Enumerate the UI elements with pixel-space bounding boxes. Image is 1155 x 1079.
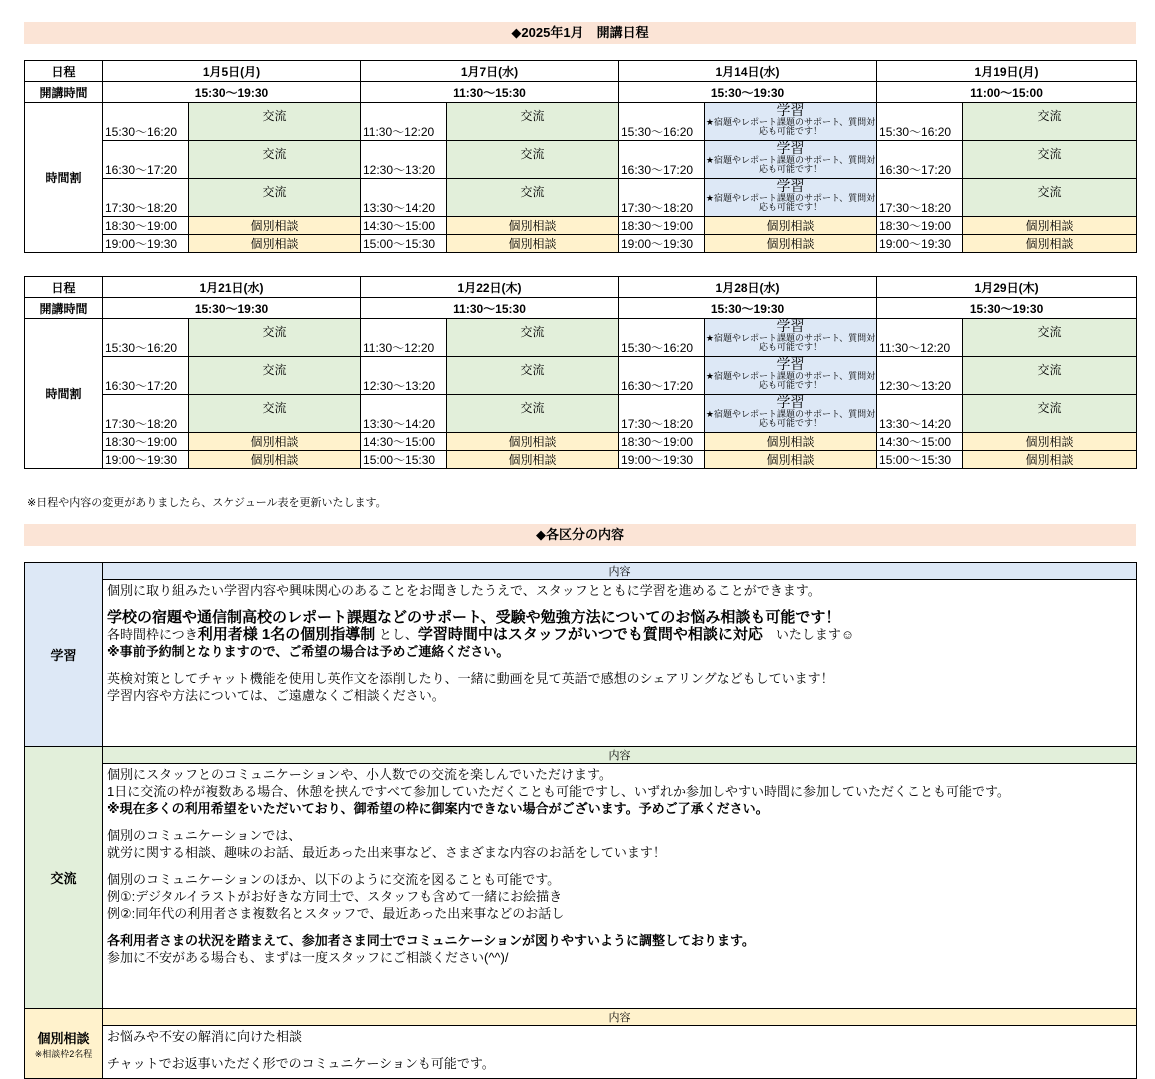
day-date: 1月22日(木) [361, 277, 619, 298]
slot-time: 19:00〜19:30 [619, 451, 705, 469]
slot-kobetsu: 個別相談 [447, 217, 619, 235]
slot-koryu: 交流 [447, 319, 619, 357]
slot-gakushu: 学習 ★宿題やレポート課題のサポート、質問対応も可能です！ [705, 179, 877, 217]
schedule-update-note: ※日程や内容の変更がありましたら、スケジュール表を更新いたします。 [27, 497, 387, 509]
category-label-gakushu: 学習 [25, 563, 103, 747]
slot-time: 17:30〜18:20 [619, 179, 705, 217]
day-date: 1月14日(水) [619, 61, 877, 82]
slot-kobetsu: 個別相談 [963, 451, 1137, 469]
slot-time: 13:30〜14:20 [877, 395, 963, 433]
slot-kobetsu: 個別相談 [963, 217, 1137, 235]
category-content-kobetsu: お悩みや不安の解消に向けた相談 チャットでお返事いただく形でのコミュニケーションも可能です。 [103, 1026, 1137, 1079]
slot-gakushu: 学習 ★宿題やレポート課題のサポート、質問対応も可能です！ [705, 141, 877, 179]
slot-time: 16:30〜17:20 [103, 141, 189, 179]
slot-time: 15:00〜15:30 [361, 235, 447, 253]
slot-koryu: 交流 [189, 179, 361, 217]
slot-time: 11:30〜12:20 [361, 319, 447, 357]
schedule-table-week1 [24, 60, 1137, 253]
day-hours: 11:00〜15:00 [877, 82, 1137, 103]
day-date: 1月19日(月) [877, 61, 1137, 82]
slot-koryu: 交流 [447, 357, 619, 395]
slot-gakushu: 学習 ★宿題やレポート課題のサポート、質問対応も可能です！ [705, 395, 877, 433]
slot-gakushu: 学習 ★宿題やレポート課題のサポート、質問対応も可能です！ [705, 319, 877, 357]
slot-time: 12:30〜13:20 [877, 357, 963, 395]
row-label-date: 日程 [25, 61, 103, 82]
slot-time: 12:30〜13:20 [361, 357, 447, 395]
day-hours: 11:30〜15:30 [361, 82, 619, 103]
slot-kobetsu: 個別相談 [189, 433, 361, 451]
slot-kobetsu: 個別相談 [705, 451, 877, 469]
slot-time: 18:30〜19:00 [103, 433, 189, 451]
slot-time: 15:30〜16:20 [103, 103, 189, 141]
category-label-kobetsu: 個別相談 ※相談枠2名程 [25, 1009, 103, 1079]
slot-time: 13:30〜14:20 [361, 179, 447, 217]
slot-koryu: 交流 [963, 141, 1137, 179]
slot-koryu: 交流 [189, 103, 361, 141]
slot-koryu: 交流 [189, 395, 361, 433]
slot-time: 16:30〜17:20 [619, 141, 705, 179]
slot-time: 14:30〜15:00 [361, 433, 447, 451]
slot-kobetsu: 個別相談 [963, 433, 1137, 451]
slot-time: 15:30〜16:20 [619, 103, 705, 141]
day-date: 1月5日(月) [103, 61, 361, 82]
slot-time: 16:30〜17:20 [619, 357, 705, 395]
row-label-date: 日程 [25, 277, 103, 298]
day-hours: 15:30〜19:30 [877, 298, 1137, 319]
slot-time: 15:30〜16:20 [619, 319, 705, 357]
content-header: 内容 [103, 1009, 1137, 1026]
slot-time: 14:30〜15:00 [877, 433, 963, 451]
slot-koryu: 交流 [963, 357, 1137, 395]
category-content-gakushu: 個別に取り組みたい学習内容や興味関心のあることをお聞きしたうえで、スタッフとともに学習を進めることができます。 学校の宿題や通信制高校のレポート課題などのサポート、受験や勉強方法についてのお悩み相談も可能です！ 各時間枠につき利用者様 1名の個別指導制 とし、学習時間中はスタッフがいつでも質問や相談に対応 いたします☺ ※事前予約制となりますので、ご希望の場合は予めご連絡ください。 英検対策としてチャット機能を使用し英作文を添削したり、一緒に動画を見て英語で感想のシェアリングなどもしています！ 学習内容や方法については、ご遠慮なくご相談ください。 [103, 580, 1137, 747]
slot-kobetsu: 個別相談 [447, 451, 619, 469]
slot-koryu: 交流 [963, 395, 1137, 433]
slot-gakushu: 学習 ★宿題やレポート課題のサポート、質問対応も可能です！ [705, 357, 877, 395]
slot-koryu: 交流 [189, 357, 361, 395]
schedule-title-banner: ◆2025年1月 開講日程 [24, 22, 1136, 44]
slot-time: 13:30〜14:20 [361, 395, 447, 433]
slot-kobetsu: 個別相談 [189, 217, 361, 235]
slot-time: 18:30〜19:00 [619, 433, 705, 451]
categories-table [24, 562, 1137, 1079]
row-label-timetable: 時間割 [25, 319, 103, 469]
slot-time: 17:30〜18:20 [103, 179, 189, 217]
day-hours: 15:30〜19:30 [619, 298, 877, 319]
day-date: 1月7日(水) [361, 61, 619, 82]
day-hours: 15:30〜19:30 [103, 298, 361, 319]
slot-koryu: 交流 [447, 395, 619, 433]
day-hours: 15:30〜19:30 [619, 82, 877, 103]
slot-time: 19:00〜19:30 [619, 235, 705, 253]
slot-time: 15:00〜15:30 [877, 451, 963, 469]
slot-kobetsu: 個別相談 [705, 433, 877, 451]
category-content-koryu: 個別にスタッフとのコミュニケーションや、小人数での交流を楽しんでいただけます。 1日に交流の枠が複数ある場合、休憩を挟んですべて参加していただくことも可能ですし、いずれか参加しやすい時間に参加していただくことも可能です。 ※現在多くの利用希望をいただいており、御希望の枠に御案内できない場合がございます。予めご了承ください。 個別のコミュニケーションでは、 就労に関する相談、趣味のお話、最近あった出来事など、さまざまな内容のお話をしています！ 個別のコミュニケーションのほか、以下のように交流を図ることも可能です。 例①:デジタルイラストがお好きな方同士で、スタッフも含めて一緒にお絵描き 例②:同年代の利用者さま複数名とスタッフで、最近あった出来事などのお話し 各利用者さまの状況を踏まえて、参加者さま同士でコミュニケーションが図りやすいように調整しております。 参加に不安がある場合も、まずは一度スタッフにご相談ください(^^)/ [103, 764, 1137, 1009]
slot-time: 18:30〜19:00 [103, 217, 189, 235]
category-label-koryu: 交流 [25, 747, 103, 1009]
slot-time: 14:30〜15:00 [361, 217, 447, 235]
slot-time: 18:30〜19:00 [619, 217, 705, 235]
row-label-timetable: 時間割 [25, 103, 103, 253]
slot-time: 18:30〜19:00 [877, 217, 963, 235]
day-date: 1月28日(水) [619, 277, 877, 298]
slot-kobetsu: 個別相談 [447, 235, 619, 253]
slot-gakushu: 学習 ★宿題やレポート課題のサポート、質問対応も可能です！ [705, 103, 877, 141]
slot-koryu: 交流 [447, 103, 619, 141]
content-header: 内容 [103, 747, 1137, 764]
slot-kobetsu: 個別相談 [447, 433, 619, 451]
slot-time: 15:30〜16:20 [877, 103, 963, 141]
slot-time: 12:30〜13:20 [361, 141, 447, 179]
slot-time: 11:30〜12:20 [361, 103, 447, 141]
slot-kobetsu: 個別相談 [963, 235, 1137, 253]
content-header: 内容 [103, 563, 1137, 580]
slot-koryu: 交流 [963, 319, 1137, 357]
categories-title-banner: ◆各区分の内容 [24, 524, 1136, 546]
day-date: 1月29日(木) [877, 277, 1137, 298]
slot-koryu: 交流 [447, 141, 619, 179]
slot-koryu: 交流 [189, 141, 361, 179]
slot-koryu: 交流 [963, 103, 1137, 141]
slot-time: 16:30〜17:20 [103, 357, 189, 395]
day-date: 1月21日(水) [103, 277, 361, 298]
day-hours: 11:30〜15:30 [361, 298, 619, 319]
slot-kobetsu: 個別相談 [189, 235, 361, 253]
slot-koryu: 交流 [447, 179, 619, 217]
row-label-hours: 開講時間 [25, 82, 103, 103]
slot-kobetsu: 個別相談 [189, 451, 361, 469]
schedule-table-week2 [24, 276, 1137, 469]
slot-time: 17:30〜18:20 [619, 395, 705, 433]
slot-koryu: 交流 [963, 179, 1137, 217]
slot-time: 17:30〜18:20 [103, 395, 189, 433]
slot-time: 15:30〜16:20 [103, 319, 189, 357]
day-hours: 15:30〜19:30 [103, 82, 361, 103]
slot-time: 15:00〜15:30 [361, 451, 447, 469]
slot-time: 11:30〜12:20 [877, 319, 963, 357]
slot-time: 19:00〜19:30 [103, 235, 189, 253]
slot-time: 17:30〜18:20 [877, 179, 963, 217]
slot-time: 19:00〜19:30 [877, 235, 963, 253]
slot-kobetsu: 個別相談 [705, 217, 877, 235]
row-label-hours: 開講時間 [25, 298, 103, 319]
slot-koryu: 交流 [189, 319, 361, 357]
slot-time: 16:30〜17:20 [877, 141, 963, 179]
slot-kobetsu: 個別相談 [705, 235, 877, 253]
slot-time: 19:00〜19:30 [103, 451, 189, 469]
